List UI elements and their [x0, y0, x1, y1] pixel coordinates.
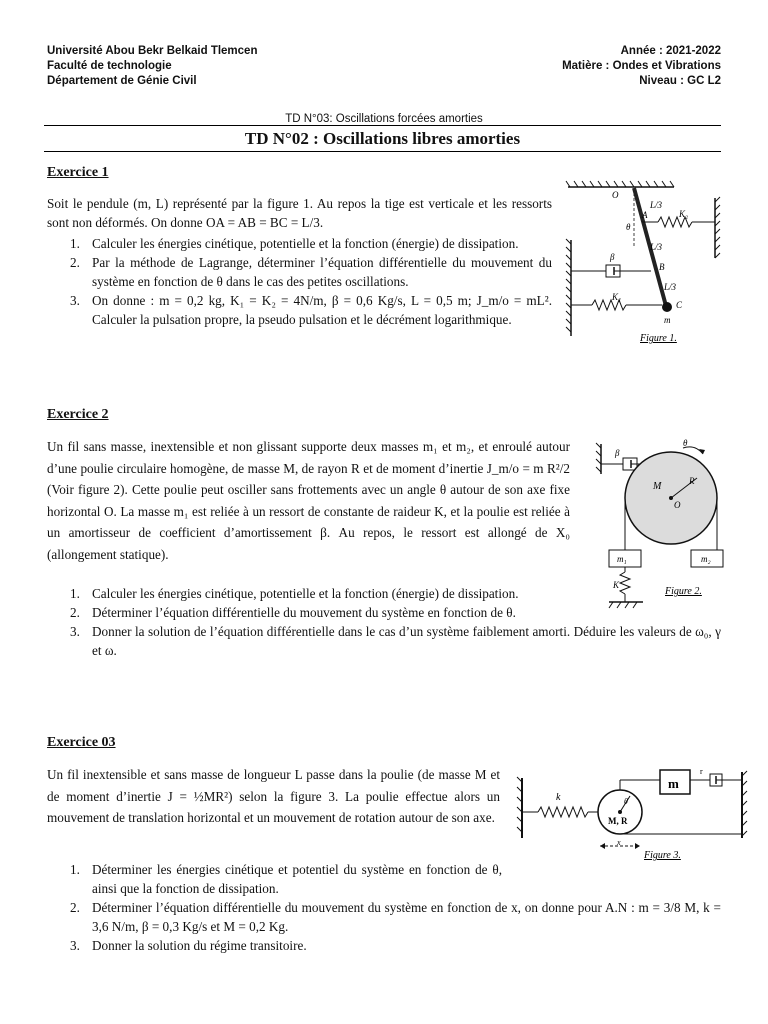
list-item: 3. Donner la solution de l’équation différentielle dans le cas d’un système faiblement amorti. Déduire les valeurs de ω₀, γ et ω. [70, 624, 721, 658]
svg-text:θ: θ [626, 222, 631, 232]
svg-text:L/3: L/3 [664, 282, 677, 292]
svg-text:O: O [674, 500, 681, 510]
list-item: 1. Déterminer les énergies cinétique et potentiel du système en fonction de θ, ainsi que la fonction de dissipation. [70, 862, 502, 896]
svg-text:R: R [689, 476, 695, 486]
page-title: TD N°02 : Oscillations libres amorties [44, 125, 721, 152]
exercise-2-intro: Un fil sans masse, inextensible et non glissant supporte deux masses m₁ et m₂, et enroulé autour d’une poulie circulaire homogène, de masse M, de rayon R et de moment d’inertie J_m/o = m R²/2 (Voir figure 2). Cette poulie peut osciller sans frottements avec un angle θ autour de son axe fixe horizontal O. La masse m₁ est reliée à un ressort de constante de raideur K, et la poulie est reliée à un amortisseur de coefficient d’amortissement β. Au repos, le ressort est allongé de X₀ (allongement statique). [47, 439, 570, 562]
svg-text:K₁: K₁ [612, 292, 622, 302]
figure-1-caption: Figure 1. [640, 333, 677, 344]
university-name: Université Abou Bekr Belkaid Tlemcen [47, 45, 258, 57]
subtitle: TD N°03: Oscillations forcées amorties [285, 113, 483, 125]
svg-text:θ: θ [683, 438, 688, 448]
svg-text:K: K [613, 580, 620, 590]
exercise-3-intro: Un fil inextensible et sans masse de longueur L passe dans la poulie (de masse M et de moment d’inertie J = ½MR²) selon la figure 3. La poulie effectue alors un mouvement de translation horizontal et un mouvement de rotation autour de son axe. [47, 767, 500, 825]
svg-text:m₂: m₂ [701, 554, 711, 564]
svg-text:θ: θ [624, 797, 628, 806]
svg-text:L/3: L/3 [650, 200, 663, 210]
list-item: 3. Donner la solution du régime transitoire. [70, 938, 307, 953]
exercise-2-heading: Exercice 2 [47, 407, 109, 422]
svg-text:k: k [556, 792, 561, 803]
exercise-3-questions [47, 860, 721, 955]
svg-text:A: A [642, 210, 648, 220]
figure-2 [591, 434, 731, 620]
figure-3-caption: Figure 3. [644, 850, 681, 861]
list-item: 2. Déterminer l’équation différentielle du mouvement du système en fonction de x, on donne pour A.N : m = 3/8 M, k = 3,6 N/m, β = 0,3 Kg/s et M = 0,2 Kg. [70, 900, 721, 934]
svg-text:M, R: M, R [608, 816, 628, 826]
list-item: 2. Déterminer l’équation différentielle du mouvement du système en fonction de θ. [70, 605, 516, 620]
svg-text:L/3: L/3 [650, 242, 663, 252]
department-name: Département de Génie Civil [47, 75, 197, 87]
figure-1 [562, 178, 722, 350]
figure-2-caption: Figure 2. [665, 586, 702, 597]
svg-text:C: C [676, 300, 683, 310]
level: Niveau : GC L2 [639, 75, 721, 87]
svg-text:K₂: K₂ [679, 209, 689, 219]
faculty-name: Faculté de technologie [47, 60, 172, 72]
svg-text:r: r [700, 767, 703, 776]
svg-text:B: B [659, 262, 665, 272]
svg-text:m: m [668, 776, 679, 791]
svg-text:m₁: m₁ [617, 554, 627, 564]
academic-year: Année : 2021-2022 [620, 45, 721, 57]
subject: Matière : Ondes et Vibrations [562, 60, 721, 72]
svg-text:M: M [653, 481, 662, 492]
list-item: 2. Par la méthode de Lagrange, déterminer l’équation différentielle du mouvement du système en fonction de θ dans le cas des petites oscillations. [70, 255, 552, 289]
course-info-block [562, 44, 721, 89]
exercise-3-heading: Exercice 03 [47, 735, 116, 750]
svg-text:β: β [610, 252, 615, 262]
svg-text:O: O [612, 190, 619, 200]
svg-text:x: x [617, 838, 621, 847]
exercise-1-intro: Soit le pendule (m, L) représenté par la figure 1. Au repos la tige est verticale et les ressorts sont non déformés. On donne OA = AB = BC = L/3. [47, 196, 552, 230]
exercise-1-questions [47, 234, 552, 329]
institution-block [47, 44, 257, 89]
svg-text:β: β [615, 448, 620, 458]
exercise-1-heading: Exercice 1 [47, 165, 109, 180]
svg-text:m: m [664, 315, 671, 325]
list-item: 1. Calculer les énergies cinétique, potentielle et la fonction (énergie) de dissipation. [70, 586, 519, 601]
figure-3 [514, 766, 754, 864]
list-item: 3. On donne : m = 0,2 kg, K₁ = K₂ = 4N/m, β = 0,6 Kg/s, L = 0,5 m; J_m/o = mL². Calculer la pulsation propre, la pseudo pulsation et le décrément logarithmique. [70, 293, 552, 327]
list-item: 1. Calculer les énergies cinétique, potentielle et la fonction (énergie) de dissipation. [70, 236, 519, 251]
